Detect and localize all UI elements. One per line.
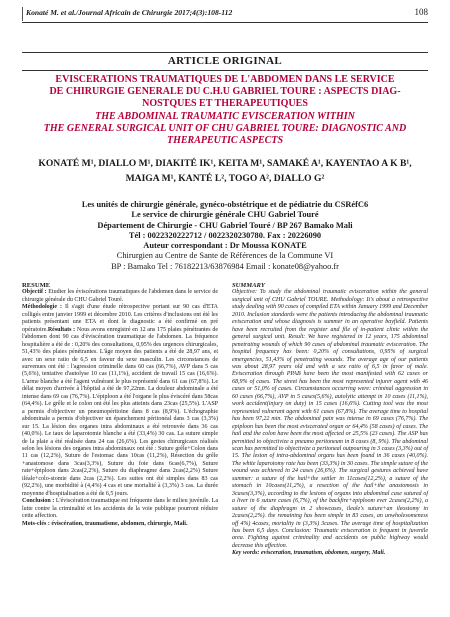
title-french (22, 74, 428, 111)
paragraph-label: Résultats : (47, 326, 76, 333)
keywords (22, 521, 218, 528)
author-list (22, 156, 428, 186)
title-english-line: THE ABDOMINAL TRAUMATIC EVISCERATION WITHIN (95, 110, 355, 122)
resume-paragraph (22, 304, 218, 498)
paragraph-label: Mots-clés : (22, 520, 50, 527)
summary-heading: SUMMARY (232, 282, 265, 289)
paragraph-text: Nous avons enregistré en 12 ans 175 plaies pénétrantes de l'abdomen dont 90 cas d'éviscération traumatique de l'abdomen. La fréquence hospitalière a été de : 0,20% des consultations, 0,95% des urgences chirurgicales, 51,43% des plaies pénétrantes. L'âge moyen des patients a été de 28,97 ans, et avec un sexe ratio de 6,5 en faveur du sexe masculin. Les circonstances de survenues ont été : l'agression criminelle dans 60 cas (66,7%), AVP dans 5 cas (5,6%), tentative d'autolyse 10 cas (11,1%), accident de travail 15 cas (16,6%). L'arme blanche a été l'agent vulnérant le plus représenté dans 61 cas (67,8%). Le délai moyen d'arrivée à l'hôpital a été de 97,22mn. La douleur abdominale a été intense dans 69 cas (76,7%). L'épiploon a été l'organe le plus éviscéré dans 58cas (64,4%). Le grêle et le colon ont été les plus atteints dans 23cas (25,5%). L'ASP a permis d'objectiver un pneumopéritoine dans 8 cas (8,9%). L'échographie abdominale a permis d'objectiver un épanchement péritonéal dans 3 cas (3,3%) sur 15. La lésion des organes intra abdominaux a été retrouvée dans 36 cas (40,0%). Le taux de laparotomie blanche a été (33,4%) 30 cas. La suture simple de la plaie a été réalisée dans 24 cas (26,6%). Les gestes chirurgicaux réalisés selon les lésions des organes intra abdominaux ont été : Suture grêle+Colon dans 11 cas (12,2%), Suture de l'estomac dans 10cas (11,2%), Résection du grêle +anastomose dans 3cas(3,3%), Suture du foie dans 6cas(6,7%), Suture rate+épiploon dans 2cas(2,2%), Suture du diaphragme dans 2cas(2,2%) Suture iléale+colo-stomie dans 2cas (2,2%). Les suites ont été simples dans 83 cas (92,2%), une morbidité à (4,4%) 4 cas et une mortalité à (3,3%) 3 cas. La durée moyenne d'hospitalisation a été de 6,5 jours. (22, 326, 218, 497)
keywords-text: evisceration, traumatism, abdomen, surgery, Mali. (259, 550, 386, 557)
header-vertical-rule (22, 7, 23, 21)
paragraph-text: Etudier les éviscérations traumatiques de l'abdomen dans le service de chirurgie générale du CHU Gabriel Touré. (22, 289, 218, 303)
paragraph-text: Il s'agit d'une étude rétrospective portant sur 90 cas d'ETA colligés entre janvier 1999 et décembre 2010. Les critères d'inclusions ont été les patients présentant une ETA et dont le diagnostic a été confirmé en pré opératoire. (22, 304, 218, 333)
paragraph-text: L'éviscération traumatique est fréquente dans le milieu juvénile. La lutte contre la criminalité et les accidents de la voie publique pourront réduire cette affection. (22, 498, 218, 520)
resume-heading: RESUME (22, 282, 51, 289)
keywords-text: éviscération, traumatisme, abdomen, chirurgie, Mali. (49, 520, 188, 527)
author-line: MAIGA M¹, KANTÉ L², TOGO A², DIALLO G² (125, 173, 325, 184)
page-number: 108 (414, 7, 428, 17)
corresponding-author: Auteur correspondant : Dr Moussa KONATE (143, 241, 307, 251)
paragraph-label: Objectif : (22, 289, 47, 296)
journal-citation: Konaté M. et al./Journal Africain de Chirurgie 2017;4(3):108-112 (26, 8, 233, 17)
header-rule (22, 22, 428, 23)
title-english (22, 111, 428, 148)
paragraph-label: Key words: (232, 550, 260, 557)
affiliation-line: Le service de chirurgie générale CHU Gabriel Touré (131, 210, 319, 220)
resume-paragraph (22, 498, 218, 520)
resume-column (22, 282, 218, 528)
running-header (22, 5, 428, 25)
keywords (232, 550, 428, 557)
contact-line: BP : Bamako Tel : 76182213/63876984 Email : konate08@yahoo.fr (111, 261, 339, 271)
paragraph-text: Objective: To study the abdominal traumatic evisceration within the general surgical unit of CHU Gabriel TOURE. Methodology: It's about a retrospective study dealing with 90 cases of compiled ETA within January 1999 and December 2010. Inclusion standards were the patients introducing the abdominal traumatic evisceration and whose diagnosis is summer in an operative bayfield. Patients have been recruited from the register and file of in-patient clinic within the general surgical unit. Result: We have registered in 12 years, 175 abdominal penetrating wounds of which 90 cases of abdominal traumatic evisceration. The hospital frequency has been: 0,20% of consultations, 0,95% of surgical emergencies, 51,43% of penetrating wounds. The average age of our patients was about 28,97 years old and with a sex ratio of 6,5 in favor of male. Evisceration through PPAB have been the most manifested with 62 cases or 68,9% of cases. The street has been the most represented injurer agent with 46 cases or 51,0% of cases. Circumstances occurring were: criminal aggression in 60 cases (66,7%), AVP in 5 cases(5,6%), autolytic attempt in 10 cases (11,1%), work accident(injury on duty) in 15 cases (16,6%). Cutting tool was the most represented vulnerant agent with 61 cases (67,8%). The average time to hospital has been 97,22 min. The abdominal pain was intense in 69 cases (76,7%). The epiploon has been the most eviscerated organ or 64,4% (58 cases) of cases. The hail and the colon have been the most affected or 25,5% (23 cases). The ASP has permitted to objectivize a pneumo peritoneum in 8 cases (8, 9%). The abdominal scan has permitted to objectivize a peritoneal outpouring in 3 cases (3,3%) out of 15. The lesion of intra-abdominal organs has been found in 36 cases (40,0%). The white laparotomy rate has been (33,3%) in 30 cases. The simple suture of the wound was achieved in 24 cases (26,6%). The surgical gestures achieved have summer: a suture of the hail+the settler in 11cases(12,2%), a suture of the stomach in 10cases(11,2%), a resection of the hail+the anastomosis in 3cases(3,3%), according to the lesions of organs into abdominal case sutured of a liver in 6 suture cases (6,7%), of the backfire+epiploom ever 2cases(2,2%), a suture of the diaphragm in 2 showcases, ileale's suture+an ileostomy in 2cases(2,2%). the remaining has been simple in 83 cases, an unwholesomeness off 4%) 4cases, mortality in (3,3%) 3cases. The average time of hospitalization has been 6,5 days. Conclusion: Traumatic evisceration is frequent in juvenile area. Fighting against criminality and accidents on public highway would decrease this affection. (232, 289, 428, 549)
affiliation-line: Les unités de chirurgie générale, gynéco-obstétrique et de pédiatrie du CSRéfC6 (81, 200, 369, 209)
summary-column (232, 282, 428, 558)
section-banner: ARTICLE ORIGINAL (22, 52, 428, 71)
title-english-line: THERAPEUTIC ASPECTS (166, 135, 284, 147)
article-titles (22, 74, 428, 147)
title-french-line: NOSTQUES ET THERAPEUTIQUES (142, 98, 308, 110)
title-french-line: DE CHIRURGIE GENERALE DU C.H.U GABRIEL TOURE : ASPECTS DIAG- (49, 86, 401, 98)
affiliation-line: Département de Chirurgie - CHU Gabriel Touré / BP 267 Bamako Mali (97, 220, 353, 230)
affiliation-block (22, 200, 428, 272)
title-french-line: EVISCERATIONS TRAUMATIQUES DE L'ABDOMEN DANS LE SERVICE (55, 74, 395, 85)
paragraph-label: Méthodologie : (22, 304, 62, 311)
paragraph-label: Conclusion : (22, 498, 55, 505)
author-line: KONATÉ M¹, DIALLO M¹, DIAKITÉ IK¹, KEITA M¹, SAMAKÉ A¹, KAYENTAO A K B¹, (38, 158, 412, 169)
resume-paragraph (22, 289, 218, 304)
title-english-line: THE GENERAL SURGICAL UNIT OF CHU GABRIEL TOURE: DIAGNOSTIC AND (43, 122, 407, 134)
affiliation-line: Chirurgien au Centre de Sante de Références de la Commune VI (116, 251, 334, 261)
summary-paragraph (232, 289, 428, 550)
affiliation-line: Tél : 0022320222712 / 0022320230780. Fax : 20226090 (128, 230, 322, 240)
